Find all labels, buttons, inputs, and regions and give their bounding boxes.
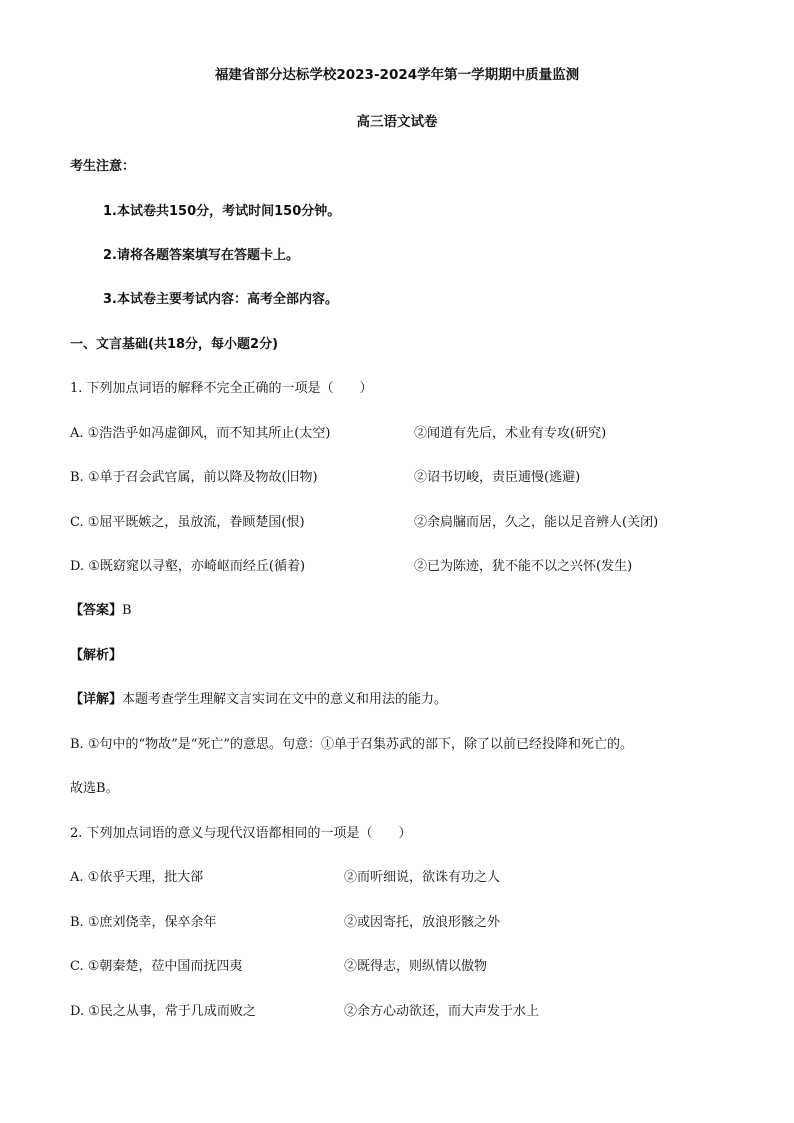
q1-option-c-right: ②余扃牖而居，久之，能以足音辨人(关闭) xyxy=(414,515,659,530)
q2-option-c-right: ②既得志，则纵情以傲物 xyxy=(344,959,488,974)
section-heading: 一、文言基础(共18分，每小题2分) xyxy=(70,337,279,352)
q2-option-a-left: A. ①依乎天理，批大郤 xyxy=(70,870,204,885)
q1-conclusion: 故选B。 xyxy=(70,781,119,796)
detail-tag: 【详解】 xyxy=(70,692,123,707)
q1-explanation: B. ①句中的“物故”是“死亡”的意思。句意：①单于召集苏武的部下，除了以前已经投降和死亡的。 xyxy=(70,737,634,752)
notice-item: 3.本试卷主要考试内容：高考全部内容。 xyxy=(103,292,338,307)
detail-line xyxy=(70,691,447,709)
notice-item: 1.本试卷共150分，考试时间150分钟。 xyxy=(103,204,341,219)
exam-title: 福建省部分达标学校2023-2024学年第一学期期中质量监测 xyxy=(214,67,580,83)
q1-option-d-left: D. ①既窈窕以寻壑，亦崎岖而经丘(循着) xyxy=(70,559,306,574)
q1-option-a-right: ②闻道有先后，术业有专攻(研究) xyxy=(414,426,607,441)
q1-option-a-left: A. ①浩浩乎如冯虚御风，而不知其所止(太空) xyxy=(70,426,331,441)
notice-item: 2.请将各题答案填写在答题卡上。 xyxy=(103,248,299,263)
detail-text: 本题考查学生理解文言实词在文中的意义和用法的能力。 xyxy=(122,692,448,707)
q2-option-b-left: B. ①庶刘侥幸，保卒余年 xyxy=(70,915,217,930)
answer-tag: 【答案】 xyxy=(70,603,123,618)
notice-heading: 考生注意： xyxy=(70,159,136,174)
exam-subtitle: 高三语文试卷 xyxy=(356,114,438,130)
q2-option-a-right: ②而听细说，欲诛有功之人 xyxy=(344,870,501,885)
answer-value: B xyxy=(122,603,132,618)
answer-line xyxy=(70,602,132,620)
question-1-stem: 1. 下列加点词语的解释不完全正确的一项是（ ） xyxy=(70,381,373,396)
q1-option-b-left: B. ①单于召会武官属，前以降及物故(旧物) xyxy=(70,470,318,485)
analysis-tag: 【解析】 xyxy=(70,648,123,663)
q2-option-b-right: ②或因寄托，放浪形骸之外 xyxy=(344,915,501,930)
q1-option-c-left: C. ①屈平既嫉之，虽放流，眷顾楚国(恨) xyxy=(70,515,305,530)
q1-option-b-right: ②诏书切峻，责臣逋慢(逃避) xyxy=(414,470,581,485)
question-2-stem: 2. 下列加点词语的意义与现代汉语都相同的一项是（ ） xyxy=(70,826,412,841)
q1-option-d-right: ②已为陈迹，犹不能不以之兴怀(发生) xyxy=(414,559,633,574)
q2-option-d-left: D. ①民之从事，常于几成而败之 xyxy=(70,1004,256,1019)
q2-option-c-left: C. ①朝秦楚，莅中国而抚四夷 xyxy=(70,959,243,974)
q2-option-d-right: ②余方心动欲还，而大声发于水上 xyxy=(344,1004,540,1019)
